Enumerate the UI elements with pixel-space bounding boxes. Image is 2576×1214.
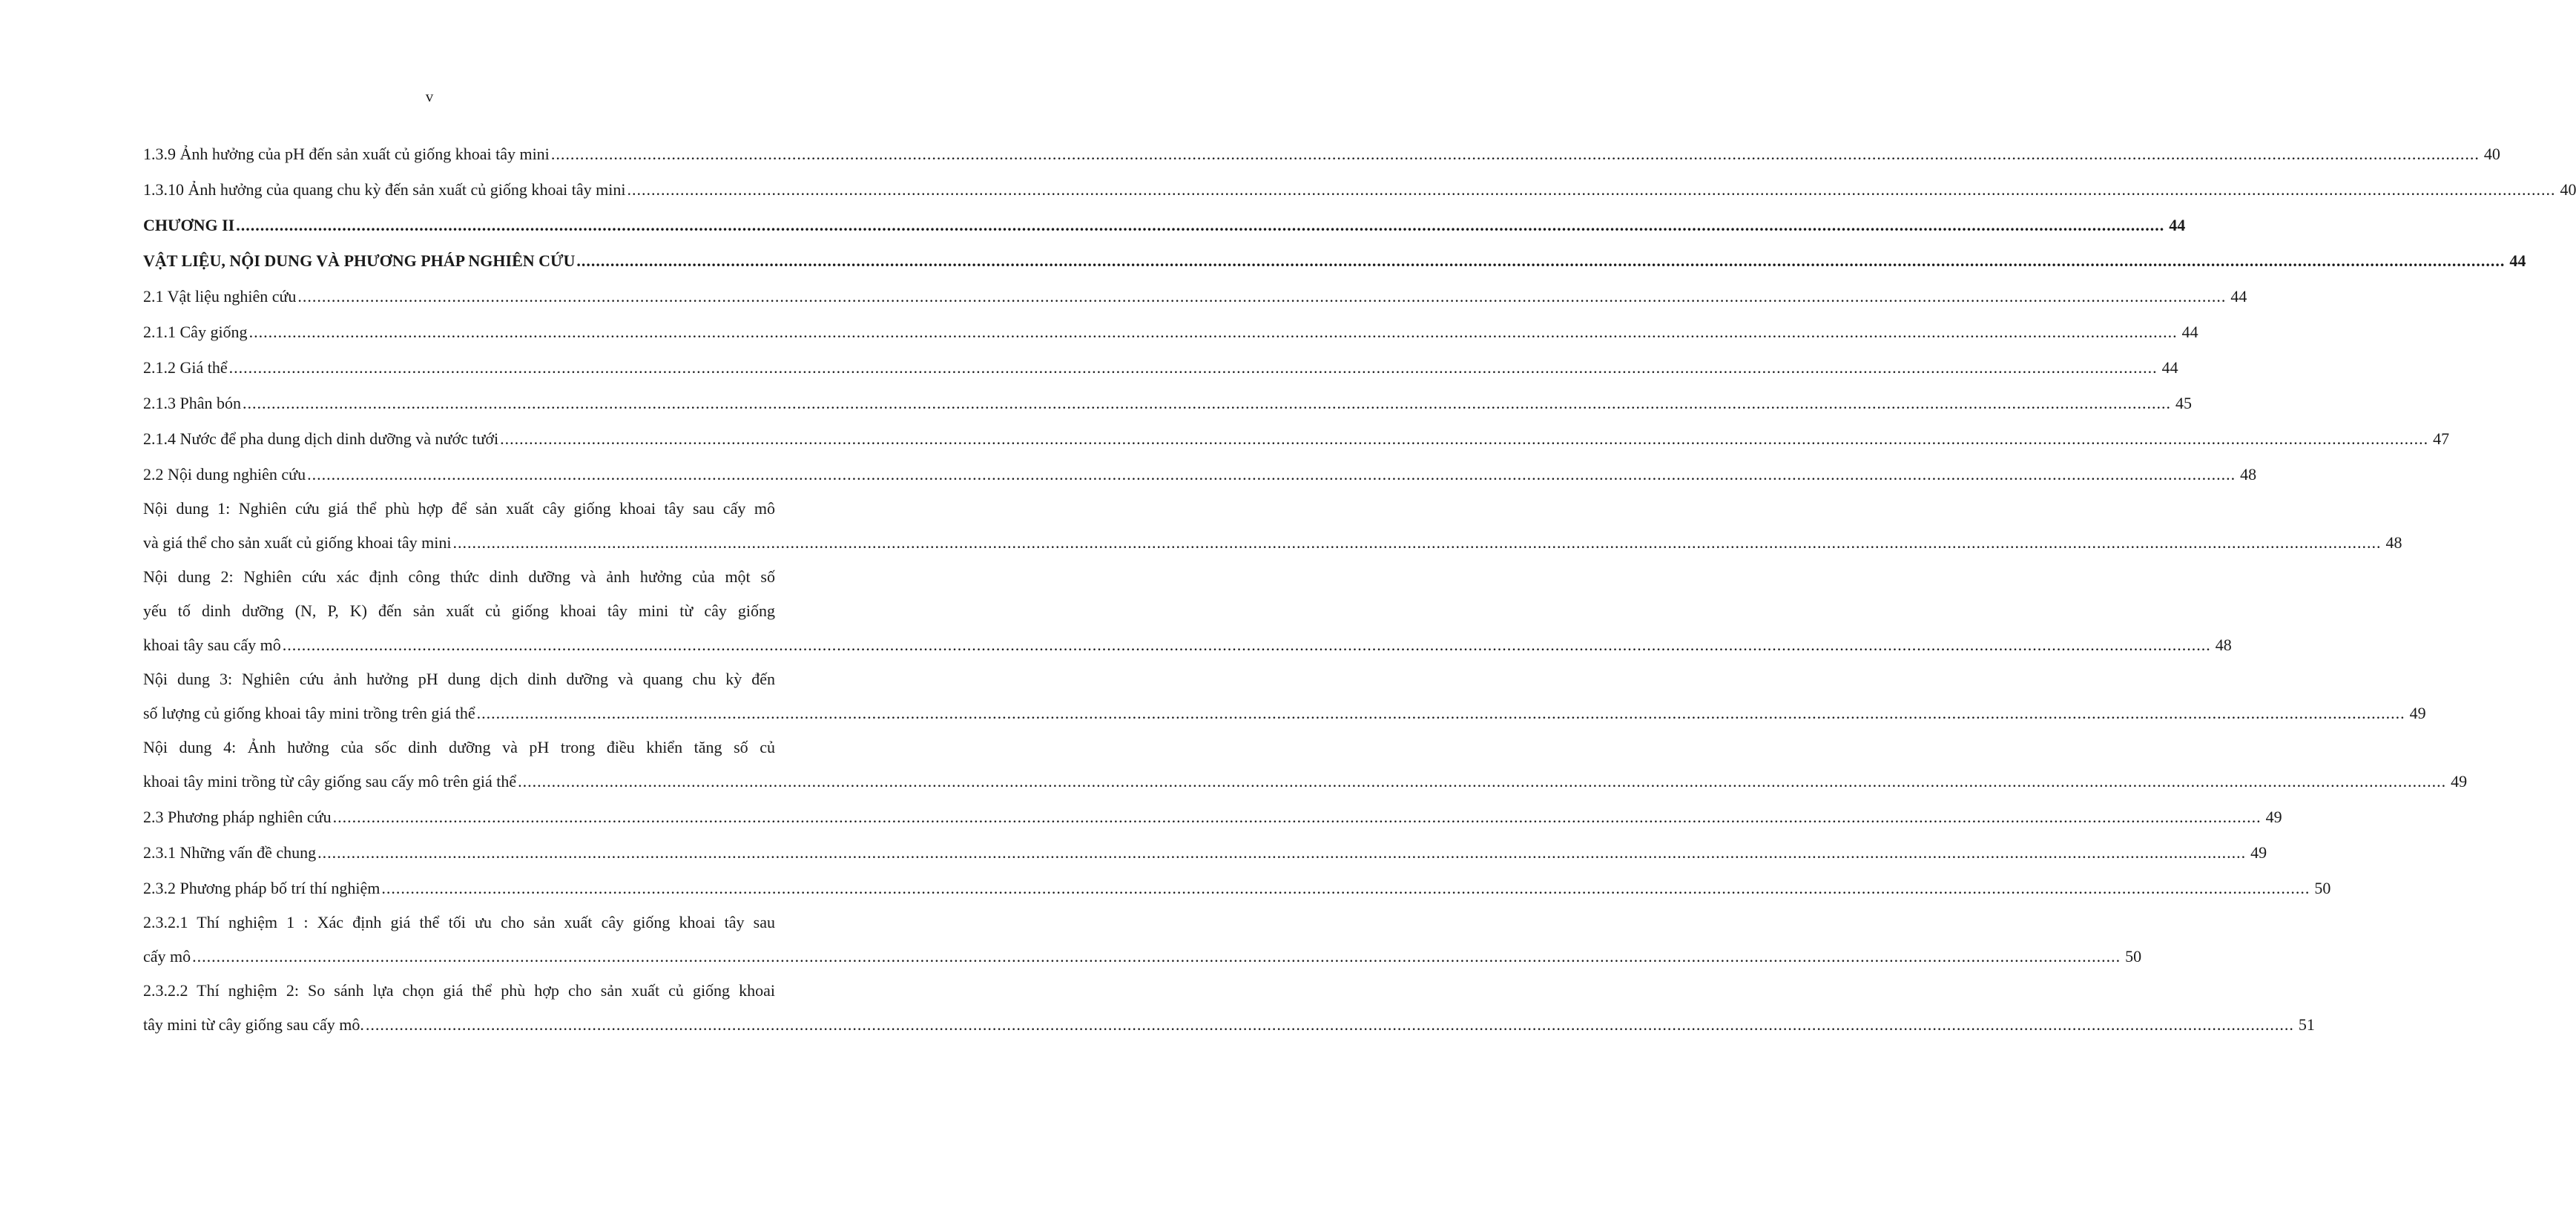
toc-page-number: 49: [2451, 772, 2468, 791]
table-of-contents: [143, 135, 2576, 1041]
toc-entry-title: cấy mô: [143, 947, 191, 966]
dot-leader: ................................................................................................................................................................................................................................................................................................................................................................................................................: [243, 394, 2171, 412]
toc-page-number: 44: [2169, 216, 2186, 234]
toc-entry-title: tây mini từ cây giống sau cấy mô.: [143, 1015, 364, 1034]
toc-entry[interactable]: [143, 455, 2257, 491]
toc-page-number: 49: [2265, 808, 2282, 826]
toc-page-number: 48: [2240, 465, 2257, 484]
toc-entry-title: 2.1.4 Nước để pha dung dịch dinh dưỡng và nước tưới: [143, 429, 499, 448]
toc-entry-title: 2.3.2.1 Thí nghiệm 1 : Xác định giá thể tối ưu cho sản xuất cây giống khoai tây sau: [143, 913, 775, 931]
toc-entry-title: Nội dung 4: Ảnh hưởng của sốc dinh dưỡng và pH trong điều khiển tăng số củ: [143, 738, 775, 756]
toc-page-number: 44: [2509, 251, 2526, 270]
toc-page-number: 48: [2385, 533, 2402, 552]
dot-leader: ................................................................................................................................................................................................................................................................................................................................................................................................................: [500, 429, 2429, 448]
toc-entry[interactable]: [143, 798, 2282, 834]
dot-leader: ................................................................................................................................................................................................................................................................................................................................................................................................................: [550, 145, 2480, 163]
toc-entry-title: 2.1.2 Giá thể: [143, 358, 228, 377]
dot-leader: ................................................................................................................................................................................................................................................................................................................................................................................................................: [236, 216, 2165, 234]
dot-leader: ................................................................................................................................................................................................................................................................................................................................................................................................................: [248, 323, 2178, 341]
toc-page-number: 50: [2314, 879, 2331, 897]
dot-leader: ................................................................................................................................................................................................................................................................................................................................................................................................................: [317, 843, 2247, 862]
toc-entry-title: yếu tố dinh dưỡng (N, P, K) đến sản xuất củ giống khoai tây mini từ cây giống: [143, 601, 775, 620]
toc-entry-title: 2.3 Phương pháp nghiên cứu: [143, 808, 332, 826]
toc-entry-title: Nội dung 3: Nghiên cứu ảnh hưởng pH dung dịch dinh dưỡng và quang chu kỳ đến: [143, 670, 775, 688]
toc-entry-title: khoai tây mini trồng từ cây giống sau cấy mô trên giá thể: [143, 772, 517, 791]
toc-entry[interactable]: [143, 313, 2198, 349]
toc-entry-title: 2.3.2.2 Thí nghiệm 2: So sánh lựa chọn giá thể phù hợp cho sản xuất củ giống khoai: [143, 981, 775, 1000]
toc-entry[interactable]: [143, 491, 2402, 559]
dot-leader: ................................................................................................................................................................................................................................................................................................................................................................................................................: [365, 1015, 2294, 1034]
dot-leader: ................................................................................................................................................................................................................................................................................................................................................................................................................: [297, 287, 2227, 306]
toc-entry[interactable]: [143, 420, 2450, 455]
dot-leader: ................................................................................................................................................................................................................................................................................................................................................................................................................: [476, 704, 2405, 722]
toc-entry[interactable]: [143, 973, 2315, 1041]
toc-page-number: 49: [2250, 843, 2267, 862]
dot-leader: ................................................................................................................................................................................................................................................................................................................................................................................................................: [192, 947, 2121, 966]
toc-page-number: 47: [2433, 429, 2450, 448]
dot-leader: ................................................................................................................................................................................................................................................................................................................................................................................................................: [576, 251, 2506, 270]
toc-entry-title: Nội dung 1: Nghiên cứu giá thể phù hợp để sản xuất cây giống khoai tây sau cấy mô: [143, 499, 775, 518]
toc-entry[interactable]: [143, 834, 2267, 869]
toc-entry-title: 2.3.2 Phương pháp bố trí thí nghiệm: [143, 879, 381, 897]
toc-entry[interactable]: [143, 277, 2247, 313]
dot-leader: ................................................................................................................................................................................................................................................................................................................................................................................................................: [228, 358, 2158, 377]
toc-entry-title: khoai tây sau cấy mô: [143, 636, 281, 654]
toc-entry[interactable]: [143, 349, 2178, 384]
toc-entry-title: 2.1.1 Cây giống: [143, 323, 248, 341]
toc-entry[interactable]: [143, 730, 2468, 798]
dot-leader: ................................................................................................................................................................................................................................................................................................................................................................................................................: [307, 465, 2236, 484]
toc-entry[interactable]: [143, 905, 2142, 973]
dot-leader: ................................................................................................................................................................................................................................................................................................................................................................................................................: [381, 879, 2310, 897]
toc-entry-title: 1.3.10 Ảnh hưởng của quang chu kỳ đến sản xuất củ giống khoai tây mini: [143, 180, 626, 199]
toc-entry[interactable]: [143, 135, 2500, 171]
toc-page-number: 40: [2560, 180, 2576, 199]
page-number: v: [425, 88, 434, 105]
dot-leader: ................................................................................................................................................................................................................................................................................................................................................................................................................: [518, 772, 2447, 791]
dot-leader: ................................................................................................................................................................................................................................................................................................................................................................................................................: [282, 636, 2211, 654]
toc-entry-title: 2.1 Vật liệu nghiên cứu: [143, 287, 297, 306]
toc-entry[interactable]: [143, 206, 2186, 242]
toc-page-number: 40: [2483, 145, 2500, 163]
toc-entry[interactable]: [143, 869, 2331, 905]
toc-entry-title: 2.1.3 Phân bón: [143, 394, 241, 412]
toc-page-number: 45: [2175, 394, 2192, 412]
toc-entry-title: 2.2 Nội dung nghiên cứu: [143, 465, 306, 484]
toc-page-number: 49: [2409, 704, 2426, 722]
toc-entry[interactable]: [143, 242, 2526, 277]
toc-page-number: 48: [2215, 636, 2232, 654]
toc-entry-title: 2.3.1 Những vấn đề chung: [143, 843, 317, 862]
toc-page-number: 44: [2181, 323, 2198, 341]
dot-leader: ................................................................................................................................................................................................................................................................................................................................................................................................................: [452, 533, 2382, 552]
dot-leader: ................................................................................................................................................................................................................................................................................................................................................................................................................: [627, 180, 2556, 199]
toc-page-number: 44: [2230, 287, 2247, 306]
toc-entry-title: CHƯƠNG II: [143, 216, 235, 234]
toc-entry-title: VẬT LIỆU, NỘI DUNG VÀ PHƯƠNG PHÁP NGHIÊN CỨU: [143, 251, 576, 270]
toc-entry-title: và giá thể cho sản xuất củ giống khoai tây mini: [143, 533, 452, 552]
toc-entry-title: 1.3.9 Ảnh hưởng của pH đến sản xuất củ giống khoai tây mini: [143, 145, 550, 163]
toc-page-number: 44: [2161, 358, 2178, 377]
toc-entry[interactable]: [143, 171, 2576, 206]
dot-leader: ................................................................................................................................................................................................................................................................................................................................................................................................................: [332, 808, 2262, 826]
toc-entry-title: số lượng củ giống khoai tây mini trồng trên giá thể: [143, 704, 475, 722]
toc-entry-title: Nội dung 2: Nghiên cứu xác định công thức dinh dưỡng và ảnh hưởng của một số: [143, 567, 775, 586]
toc-page-number: 51: [2298, 1015, 2315, 1034]
toc-page-number: 50: [2125, 947, 2142, 966]
toc-entry[interactable]: [143, 559, 2232, 662]
toc-entry[interactable]: [143, 384, 2192, 420]
toc-entry[interactable]: [143, 662, 2426, 730]
